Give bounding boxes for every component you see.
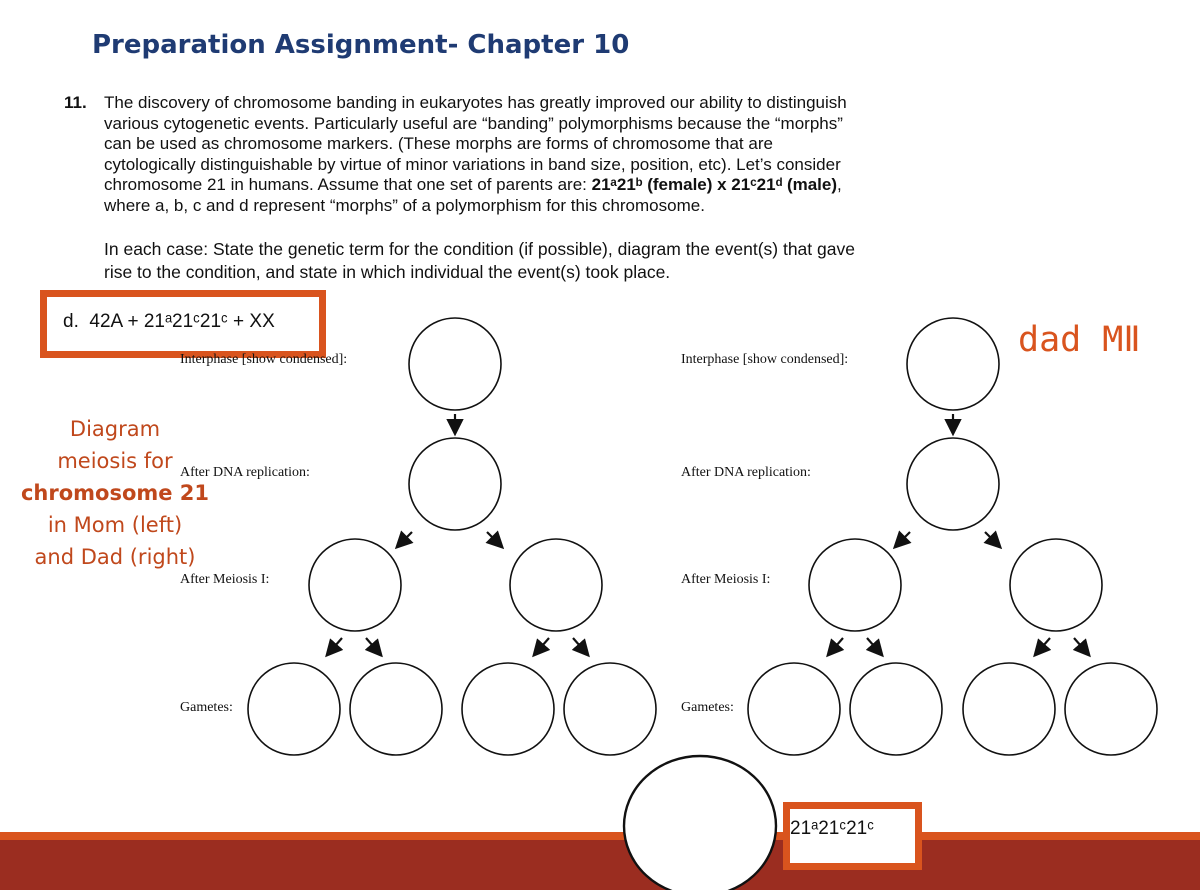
bottom-bar <box>0 840 1200 890</box>
arrow-right <box>867 638 881 654</box>
parents-end: , <box>837 175 842 194</box>
arrow-left <box>328 638 342 654</box>
parents-intro: chromosome 21 in humans. Assume that one set of parents are: <box>104 175 592 194</box>
instruction-line: rise to the condition, and state in which individual the event(s) took place. <box>104 261 671 282</box>
arrow-right <box>573 638 587 654</box>
label-after-dna-left: After DNA replication: <box>180 465 310 480</box>
question-line: can be used as chromosome markers. (These morphs are forms of chromosome that are <box>104 134 773 153</box>
mom-meiosis-i-circle-1 <box>309 539 401 631</box>
dad-gamete-circle-2 <box>850 663 942 755</box>
mom-interphase-circle <box>409 318 501 410</box>
mom-meiosis-i-circle-2 <box>510 539 602 631</box>
mom-gamete-circle-4 <box>564 663 656 755</box>
offspring-circle <box>624 756 776 890</box>
question-number: 11. <box>64 93 87 112</box>
mom-gamete-circle-2 <box>350 663 442 755</box>
label-interphase-right: Interphase [show condensed]: <box>681 352 849 367</box>
dad-after-dna-circle <box>907 438 999 530</box>
dad-meiosis-i-circle-1 <box>809 539 901 631</box>
label-after-meiosis-right: After Meiosis I: <box>681 572 771 587</box>
note-line: and Dad (right) <box>34 545 196 569</box>
arrow-right <box>366 638 380 654</box>
handwritten-dad-meiosis-ii: dad MⅡ <box>1018 320 1141 360</box>
dad-interphase-circle <box>907 318 999 410</box>
mom-gamete-circle-3 <box>462 663 554 755</box>
label-after-dna-right: After DNA replication: <box>681 465 811 480</box>
note-line: chromosome 21 <box>20 481 210 505</box>
arrow-right <box>985 532 999 546</box>
dad-meiosis-i-circle-2 <box>1010 539 1102 631</box>
note-line: Diagram <box>69 417 161 441</box>
label-gametes-right: Gametes: <box>681 700 734 715</box>
page-title: Preparation Assignment- Chapter 10 <box>92 30 630 60</box>
mom-gamete-circle-1 <box>248 663 340 755</box>
dad-gamete-circle-1 <box>748 663 840 755</box>
label-gametes-left: Gametes: <box>180 700 233 715</box>
bottom-bar-stripe <box>0 832 1200 840</box>
karyotype-value: 42A + 21ᵃ21ᶜ21ᶜ + XX <box>89 311 275 332</box>
arrow-right <box>487 532 501 546</box>
arrow-left <box>535 638 549 654</box>
question-line: The discovery of chromosome banding in eukaryotes has greatly improved our ability to distinguish <box>104 93 847 112</box>
offspring-genotype: 21ᵃ21ᶜ21ᶜ <box>790 818 874 839</box>
mom-after-dna-circle <box>409 438 501 530</box>
question-line: various cytogenetic events. Particularly useful are “banding” polymorphisms because the “morphs” <box>104 113 843 133</box>
arrow-right <box>1074 638 1088 654</box>
dad-gamete-circle-3 <box>963 663 1055 755</box>
arrow-left <box>896 532 910 546</box>
dad-gamete-circle-4 <box>1065 663 1157 755</box>
question-line: cytologically distinguishable by virtue of minor variations in band size, position, etc). Let’s consider <box>104 154 841 174</box>
parents-genotype: 21ᵃ21ᵇ (female) x 21ᶜ21ᵈ (male) <box>591 175 838 194</box>
arrow-left <box>829 638 843 654</box>
part-d-label: d. <box>63 311 79 332</box>
label-after-meiosis-left: After Meiosis I: <box>180 572 270 587</box>
question-line: where a, b, c and d represent “morphs” of a polymorphism for this chromosome. <box>104 195 705 215</box>
arrow-left <box>1036 638 1050 654</box>
label-interphase-left: Interphase [show condensed]: <box>180 352 348 367</box>
note-line: meiosis for <box>57 449 173 473</box>
arrow-left <box>398 532 412 546</box>
note-line: in Mom (left) <box>47 513 183 537</box>
instruction-line: In each case: State the genetic term for the condition (if possible), diagram the event(s) that gave <box>104 239 855 259</box>
